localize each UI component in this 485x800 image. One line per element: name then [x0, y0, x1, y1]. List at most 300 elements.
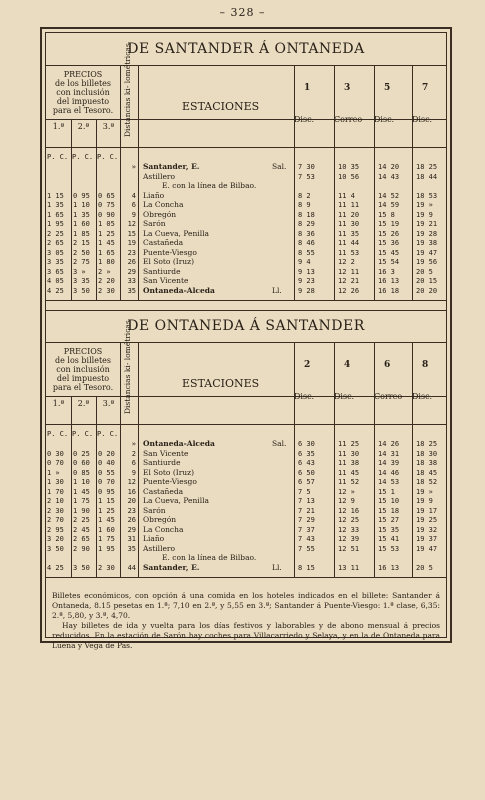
table2-row-price-1: 3 20	[47, 535, 64, 543]
page-number: – 328 –	[219, 6, 266, 19]
table1-row-time: 11 30	[338, 220, 360, 228]
table2-row-price-3: 0 70	[98, 478, 115, 486]
table2-class-rule-1	[71, 396, 72, 577]
table1-train-type: Disc.	[374, 115, 395, 124]
table1-row-price-1: 3 05	[47, 248, 64, 257]
table2-row-price-3: 1 45	[98, 516, 115, 524]
table1-row-price-2: 2 75	[73, 258, 90, 266]
table2-row-price-3: 0 40	[98, 459, 115, 467]
table1-row-time: 11 53	[338, 248, 360, 257]
table1-row-station: Santander, E.	[143, 162, 200, 171]
table1-class-header: 3.ª	[102, 122, 115, 131]
table2-row-time: 18 25	[416, 440, 438, 448]
table1-row-km: 6	[131, 201, 136, 209]
table2-row-time: 19 17	[416, 506, 438, 515]
table2-row-note: Sal.	[272, 439, 287, 448]
table1-row-time: 8 36	[298, 229, 315, 238]
table1-row-time: 15 45	[378, 248, 400, 257]
table2-row-price-3: 1 15	[98, 497, 115, 505]
table2-row-time: 14 26	[378, 440, 400, 448]
table2-row-note: Ll.	[272, 562, 282, 572]
table2-unit-label: P. C.	[47, 430, 69, 438]
table2-train-number: 2	[304, 360, 311, 370]
table1-row-time: 20 5	[416, 267, 433, 276]
table2-row-price-3: 0 55	[98, 468, 115, 477]
table2-unit-label: P. C.	[97, 430, 119, 438]
table2-train-number: 6	[384, 360, 391, 370]
table1-row-km: 26	[127, 258, 136, 266]
table2-row-time: 12 9	[338, 497, 355, 505]
table1-row-price-3: 2 »	[98, 267, 111, 276]
table1-train-rule	[294, 65, 295, 300]
table1-row-price-3: 0 65	[98, 191, 115, 200]
table2-row-time: 6 43	[298, 459, 315, 467]
table2-row-time: 15 18	[378, 506, 400, 515]
table1-row-km: 33	[127, 277, 136, 285]
table2-row-time: 19 32	[416, 525, 438, 534]
table1-row-time: 15 8	[378, 210, 395, 219]
table2-row-time: 11 38	[338, 459, 360, 467]
table1-header-rule	[46, 147, 446, 148]
table2-row-price-2: 3 50	[73, 563, 90, 572]
table2-row-km: 6	[131, 459, 136, 467]
table1-row-price-3: 2 20	[98, 277, 115, 285]
table1-row-time: 19 9	[416, 210, 433, 219]
table2-row-km: 29	[127, 525, 136, 534]
table2-bottom-rule	[46, 577, 446, 578]
table2-precios-header-line: para el Tesoro.	[52, 383, 114, 392]
table2-precios-header-line: del impuesto	[56, 374, 110, 383]
table2-row-km: 26	[127, 516, 136, 524]
table1-class-header: 1.ª	[52, 122, 65, 131]
table1-class-header: 2.ª	[77, 122, 90, 131]
table2-row-station: Obregón	[143, 515, 177, 524]
table2-row-time: 15 10	[378, 497, 400, 505]
timetable-inner-frame	[45, 32, 447, 650]
table2-row-price-2: 0 60	[73, 459, 90, 467]
table1-train-type: Disc.	[294, 115, 315, 124]
table1-row-time: 7 53	[298, 172, 315, 181]
table2-row-time: 11 52	[338, 478, 360, 486]
table1-row-price-1: 2 25	[47, 229, 64, 238]
table1-unit-label: P. C.	[47, 153, 69, 161]
table2-row-time: 15 1	[378, 487, 395, 496]
footnote-paragraph-1: Billetes económicos, con opción á una comida en los hoteles indicados en el billete: Santander á Ontaneda, 8.15 pesetas en 1.ª; 7,10 en 2.ª, y 5,55 en 3.ª; Santander á Puente-Viesgo: 1.ª clase, 6,35: 2.ª, 5,80, y 3.ª, 4,70.	[52, 591, 440, 620]
table1-row-km: 15	[127, 229, 136, 238]
table1-row-time: 14 43	[378, 172, 400, 181]
table2-row-price-3: 2 30	[98, 563, 115, 572]
table1-row-time: 19 38	[416, 239, 438, 247]
table2-distancias-header: Distancias ki- lométricas	[123, 320, 132, 414]
table2-unit-label: P. C.	[72, 430, 94, 438]
table2-row-price-1: 2 30	[47, 506, 64, 515]
table1-row-price-2: 3 »	[73, 267, 86, 276]
table1-row-time: 16 18	[378, 286, 400, 295]
table2-row-time: 12 33	[338, 525, 360, 534]
table1-row-time: 18 53	[416, 191, 438, 200]
table2-row-km: 31	[127, 535, 136, 543]
table2-row-time: 19 37	[416, 535, 438, 543]
table1-row-note: Ll.	[272, 285, 282, 295]
table2-row-station: Ontaneda-Alceda	[143, 439, 215, 448]
table2-row-time: 20 5	[416, 563, 433, 572]
table1-row-price-1: 1 15	[47, 191, 64, 200]
table2-row-station: La Cueva, Penilla	[143, 496, 209, 505]
table2-row-time: 12 51	[338, 544, 360, 553]
table1-row-price-2: 0 95	[73, 191, 90, 200]
table2-row-price-1: 2 70	[47, 516, 64, 524]
table1-row-price-3: 2 30	[98, 286, 115, 295]
table1-row-station: La Cueva, Penilla	[143, 228, 209, 238]
table2-train-number: 4	[344, 360, 351, 370]
table2-row-time: 19 9	[416, 497, 433, 505]
table1-row-price-1: 3 35	[47, 258, 64, 266]
table2-row-price-1: 2 95	[47, 525, 64, 534]
table2-row-price-2: 1 10	[73, 478, 90, 486]
table1-row-time: 8 55	[298, 248, 315, 257]
table-separator-rule	[46, 310, 446, 311]
table1-precios-header-line: PRECIOS	[63, 70, 103, 79]
table2-train-type: Disc.	[334, 392, 355, 401]
table2-row-time: 15 35	[378, 525, 400, 534]
table2-train-type: Disc.	[294, 392, 315, 401]
table1-row-time: 9 4	[298, 258, 311, 266]
table2-row-station: San Vicente	[143, 448, 189, 458]
table2-row-station: El Soto (Iruz)	[143, 467, 195, 477]
table1-row-time: 12 2	[338, 258, 355, 266]
table1-row-station: Castañeda	[143, 238, 184, 247]
table1-row-price-3: 0 75	[98, 201, 115, 209]
table1-row-price-3: 1 25	[98, 229, 115, 238]
table2-row-km: 16	[127, 487, 136, 496]
table2-row-price-2: 1 45	[73, 487, 90, 496]
table1-row-price-1: 1 65	[47, 210, 64, 219]
table2-row-km: 2	[131, 449, 136, 458]
timetable-frame	[40, 27, 452, 650]
table1-row-time: 12 26	[338, 286, 360, 295]
table1-row-time: 15 54	[378, 258, 400, 266]
table1-row-time: 11 4	[338, 191, 355, 200]
table1-title-rule	[46, 65, 446, 66]
table1-row-time: 19 47	[416, 248, 438, 257]
table2-row-price-2: 0 25	[73, 449, 90, 458]
table2-train-rule	[294, 342, 295, 577]
table1-row-price-2: 3 50	[73, 286, 90, 295]
table2-row-time: 18 45	[416, 468, 438, 477]
table1-train-rule	[334, 65, 335, 300]
table1-precios-header-line: del impuesto	[56, 97, 110, 106]
table2-precios-header-line: de los billetes	[54, 356, 111, 365]
table1-row-price-2: 1 35	[73, 210, 90, 219]
table2-row-price-1: 3 50	[47, 544, 64, 553]
table1-km-rule	[138, 65, 139, 300]
table2-row-price-3: 1 95	[98, 544, 115, 553]
table1-row-price-3: 1 80	[98, 258, 115, 266]
table1-row-station: Obregón	[143, 209, 177, 219]
table2-row-time: 6 50	[298, 468, 315, 477]
table2-class-header: 2.ª	[77, 399, 90, 408]
table2-row-time: 14 46	[378, 468, 400, 477]
table1-row-price-2: 1 60	[73, 220, 90, 228]
table1-row-station: El Soto (Iruz)	[143, 257, 195, 266]
table2-row-time: 12 »	[338, 487, 355, 496]
table2-row-price-1: 0 30	[47, 449, 64, 458]
table2-row-time: 7 5	[298, 487, 311, 496]
table2-row-km: 12	[127, 478, 136, 486]
table1-row-time: 11 44	[338, 239, 360, 247]
table1-row-time: 9 28	[298, 286, 315, 295]
table1-row-time: 16 13	[378, 277, 400, 285]
table1-row-station: Ontaneda-Alceda	[143, 285, 215, 295]
table1-train-number: 7	[422, 83, 429, 93]
table1-train-rule	[412, 65, 413, 300]
table1-row-time: 8 29	[298, 220, 315, 228]
table1-row-time: 11 35	[338, 229, 360, 238]
table2-train-rule	[334, 342, 335, 577]
table1-row-time: 8 2	[298, 191, 311, 200]
table2-row-time: 13 11	[338, 563, 360, 572]
table2-row-time: 6 35	[298, 449, 315, 458]
table1-row-note: Sal.	[272, 162, 287, 171]
table2-row-price-1: 1 »	[47, 468, 60, 477]
table1-row-price-3: 1 65	[98, 248, 115, 257]
table1-precios-header-line: con inclusión	[56, 88, 110, 97]
table1-train-type: Correo	[334, 115, 363, 124]
table2-row-km: 9	[131, 468, 136, 477]
table2-train-number: 8	[422, 360, 429, 370]
table2-row-time: 18 52	[416, 478, 438, 486]
table1-row-time: 8 9	[298, 201, 311, 209]
table2-row-station: E. con la línea de Bilbao.	[162, 553, 257, 562]
table2-row-time: 19 25	[416, 516, 438, 524]
table1-row-station: Sarón	[143, 219, 166, 228]
table1-row-price-1: 3 65	[47, 267, 64, 276]
table1-row-time: 19 »	[416, 201, 433, 209]
table2-row-time: 19 47	[416, 544, 438, 553]
table2-row-km: »	[131, 440, 136, 448]
table2-row-price-1: 0 70	[47, 459, 64, 467]
table1-row-time: 15 19	[378, 220, 400, 228]
table1-train-rule	[374, 65, 375, 300]
table2-row-time: 7 29	[298, 516, 315, 524]
table1-row-km: 35	[127, 286, 136, 295]
table1-row-time: 18 44	[416, 172, 438, 181]
table1-train-type: Disc.	[412, 115, 433, 124]
table2-title-rule	[46, 342, 446, 343]
table1-row-km: 12	[127, 220, 136, 228]
table2-train-type: Disc.	[412, 392, 433, 401]
table2-row-price-1: 1 70	[47, 487, 64, 496]
table1-train-number: 1	[304, 83, 311, 93]
table1-row-time: 19 56	[416, 258, 438, 266]
table2-row-km: 20	[127, 497, 136, 505]
table2-row-time: 18 38	[416, 459, 438, 467]
table1-row-km: 23	[127, 248, 136, 257]
table1-bottom-rule	[46, 300, 446, 301]
table1-row-time: 15 36	[378, 239, 400, 247]
table1-row-station: Astillero	[143, 171, 176, 181]
table1-row-time: 8 46	[298, 239, 315, 247]
table2-row-time: 11 45	[338, 468, 360, 477]
table2-precios-header-line: PRECIOS	[63, 347, 103, 356]
table2-class-rule-2	[96, 396, 97, 577]
table2-row-price-1: 2 10	[47, 497, 64, 505]
table2-header-rule	[46, 424, 446, 425]
table2-row-station: Santander, E.	[143, 562, 200, 572]
table1-row-station: Santiurde	[143, 266, 181, 276]
table2-row-time: 15 41	[378, 535, 400, 543]
table1-row-time: 14 20	[378, 163, 400, 171]
table1-row-time: 14 52	[378, 191, 400, 200]
table1-row-time: 10 56	[338, 172, 360, 181]
table2-row-time: 16 13	[378, 563, 400, 572]
table2-row-time: 6 30	[298, 440, 315, 448]
table2-row-price-1: 4 25	[47, 563, 64, 572]
table2-row-station: Sarón	[143, 505, 166, 515]
table2-train-rule	[374, 342, 375, 577]
table2-row-time: 11 30	[338, 449, 360, 458]
table2-row-price-3: 0 20	[98, 449, 115, 458]
table1-row-price-1: 4 25	[47, 286, 64, 295]
table1-precios-header-line: para el Tesoro.	[52, 106, 114, 115]
table1-row-km: 19	[127, 239, 136, 247]
table1-train-number: 3	[344, 83, 351, 93]
table1-precios-header-line: de los billetes	[54, 79, 111, 88]
table1-row-time: 11 20	[338, 210, 360, 219]
table1-row-time: 8 18	[298, 210, 315, 219]
table2-row-km: 23	[127, 506, 136, 515]
table2-row-time: 6 57	[298, 478, 315, 486]
table2-row-price-3: 1 75	[98, 535, 115, 543]
table2-row-station: Santiurde	[143, 458, 181, 467]
table2-row-time: 12 16	[338, 506, 360, 515]
table1-row-price-2: 1 85	[73, 229, 90, 238]
table1-row-price-2: 3 35	[73, 277, 90, 285]
table2-row-time: 14 39	[378, 459, 400, 467]
table1-row-price-1: 1 95	[47, 220, 64, 228]
table1-class-rule-1	[71, 119, 72, 300]
table1-row-time: 15 26	[378, 229, 400, 238]
table1-row-time: 9 23	[298, 277, 315, 285]
table2-row-time: 19 »	[416, 487, 433, 496]
table1-row-station: E. con la línea de Bilbao.	[162, 181, 257, 190]
table1-row-time: 10 35	[338, 163, 360, 171]
table1-row-time: 19 21	[416, 220, 438, 228]
table2-row-time: 7 21	[298, 506, 315, 515]
table2-row-station: Astillero	[143, 543, 176, 553]
table1-row-station: La Concha	[143, 200, 184, 209]
table1-row-km: 9	[131, 210, 136, 219]
table2-row-time: 7 55	[298, 544, 315, 553]
table1-row-station: Puente-Viesgo	[143, 247, 197, 257]
table2-precios-header-line: con inclusión	[56, 365, 110, 374]
table1-train-number: 5	[384, 83, 391, 93]
table1-row-time: 7 30	[298, 163, 315, 171]
table2-row-price-2: 2 25	[73, 516, 90, 524]
table2-row-station: Castañeda	[143, 486, 184, 496]
table1-row-time: 20 20	[416, 286, 438, 295]
table1-row-price-1: 2 65	[47, 239, 64, 247]
table2-row-time: 15 53	[378, 544, 400, 553]
table2-row-time: 8 15	[298, 563, 315, 572]
table2-row-price-3: 0 95	[98, 487, 115, 496]
table1-row-station: Liaño	[143, 190, 165, 200]
table1-unit-label: P. C.	[72, 153, 94, 161]
table1-row-time: 12 11	[338, 267, 360, 276]
table2-row-price-3: 1 25	[98, 506, 115, 515]
table1-row-price-3: 1 45	[98, 239, 115, 247]
table1-row-price-2: 1 10	[73, 201, 90, 209]
table1-row-price-1: 1 35	[47, 201, 64, 209]
table1-row-km: »	[131, 163, 136, 171]
table1-row-time: 18 25	[416, 163, 438, 171]
table1-precios-rule	[120, 65, 121, 300]
table2-row-price-2: 2 90	[73, 544, 90, 553]
table2-row-time: 18 30	[416, 449, 438, 458]
table1-row-time: 11 11	[338, 201, 360, 209]
table2-row-time: 14 53	[378, 478, 400, 486]
table2-row-time: 14 31	[378, 449, 400, 458]
table2-precios-rule	[120, 342, 121, 577]
table1-row-time: 12 21	[338, 277, 360, 285]
table1-row-price-3: 1 05	[98, 220, 115, 228]
table2-row-price-2: 2 65	[73, 535, 90, 543]
table1-row-km: 29	[127, 267, 136, 276]
table2-row-time: 7 13	[298, 497, 315, 505]
table2-row-time: 11 25	[338, 440, 360, 448]
table1-distancias-header: Distancias ki- lométricas	[123, 43, 132, 137]
table2-km-rule	[138, 342, 139, 577]
table1-row-time: 19 28	[416, 229, 438, 238]
table1-title: DE SANTANDER Á ONTANEDA	[127, 41, 365, 57]
table1-row-price-2: 2 50	[73, 248, 90, 257]
table1-row-time: 20 15	[416, 277, 438, 285]
table1-row-time: 9 13	[298, 267, 315, 276]
table2-row-time: 12 25	[338, 516, 360, 524]
table2-title: DE ONTANEDA Á SANTANDER	[127, 318, 365, 334]
table1-row-price-2: 2 15	[73, 239, 90, 247]
table1-row-time: 16 3	[378, 267, 395, 276]
table2-class-header: 3.ª	[102, 399, 115, 408]
table1-estaciones-header: ESTACIONES	[182, 100, 260, 113]
table1-row-station: San Vicente	[143, 276, 189, 285]
table2-row-time: 15 27	[378, 516, 400, 524]
table2-row-station: Puente-Viesgo	[143, 477, 197, 486]
table1-unit-label: P. C.	[97, 153, 119, 161]
table2-row-time: 7 43	[298, 535, 315, 543]
table2-train-type: Correo	[374, 392, 403, 401]
table1-class-rule-2	[96, 119, 97, 300]
table2-class-header: 1.ª	[52, 399, 65, 408]
table2-row-station: La Concha	[143, 524, 184, 534]
table2-row-price-3: 1 60	[98, 525, 115, 534]
table2-row-price-2: 2 45	[73, 525, 90, 534]
table2-row-km: 35	[127, 544, 136, 553]
table1-row-price-1: 4 05	[47, 277, 64, 285]
table2-estaciones-header: ESTACIONES	[182, 377, 260, 390]
table2-row-station: Liaño	[143, 534, 165, 543]
table2-row-time: 7 37	[298, 525, 315, 534]
footnote-paragraph-2: Hay billetes de ida y vuelta para los días festivos y laborables y de abono mensual á precios reducidos. En la estación de Sarón hay coches para Villacarriedo y Selaya, y en la de Ontaneda para Luena y Vega de Pas.	[52, 621, 440, 650]
table1-row-price-3: 0 90	[98, 210, 115, 219]
table2-row-price-2: 1 90	[73, 506, 90, 515]
table2-row-price-2: 0 85	[73, 468, 90, 477]
table2-row-time: 12 39	[338, 535, 360, 543]
table2-row-price-1: 1 30	[47, 478, 64, 486]
table1-row-time: 14 59	[378, 201, 400, 209]
table2-train-rule	[412, 342, 413, 577]
table2-row-price-2: 1 75	[73, 497, 90, 505]
